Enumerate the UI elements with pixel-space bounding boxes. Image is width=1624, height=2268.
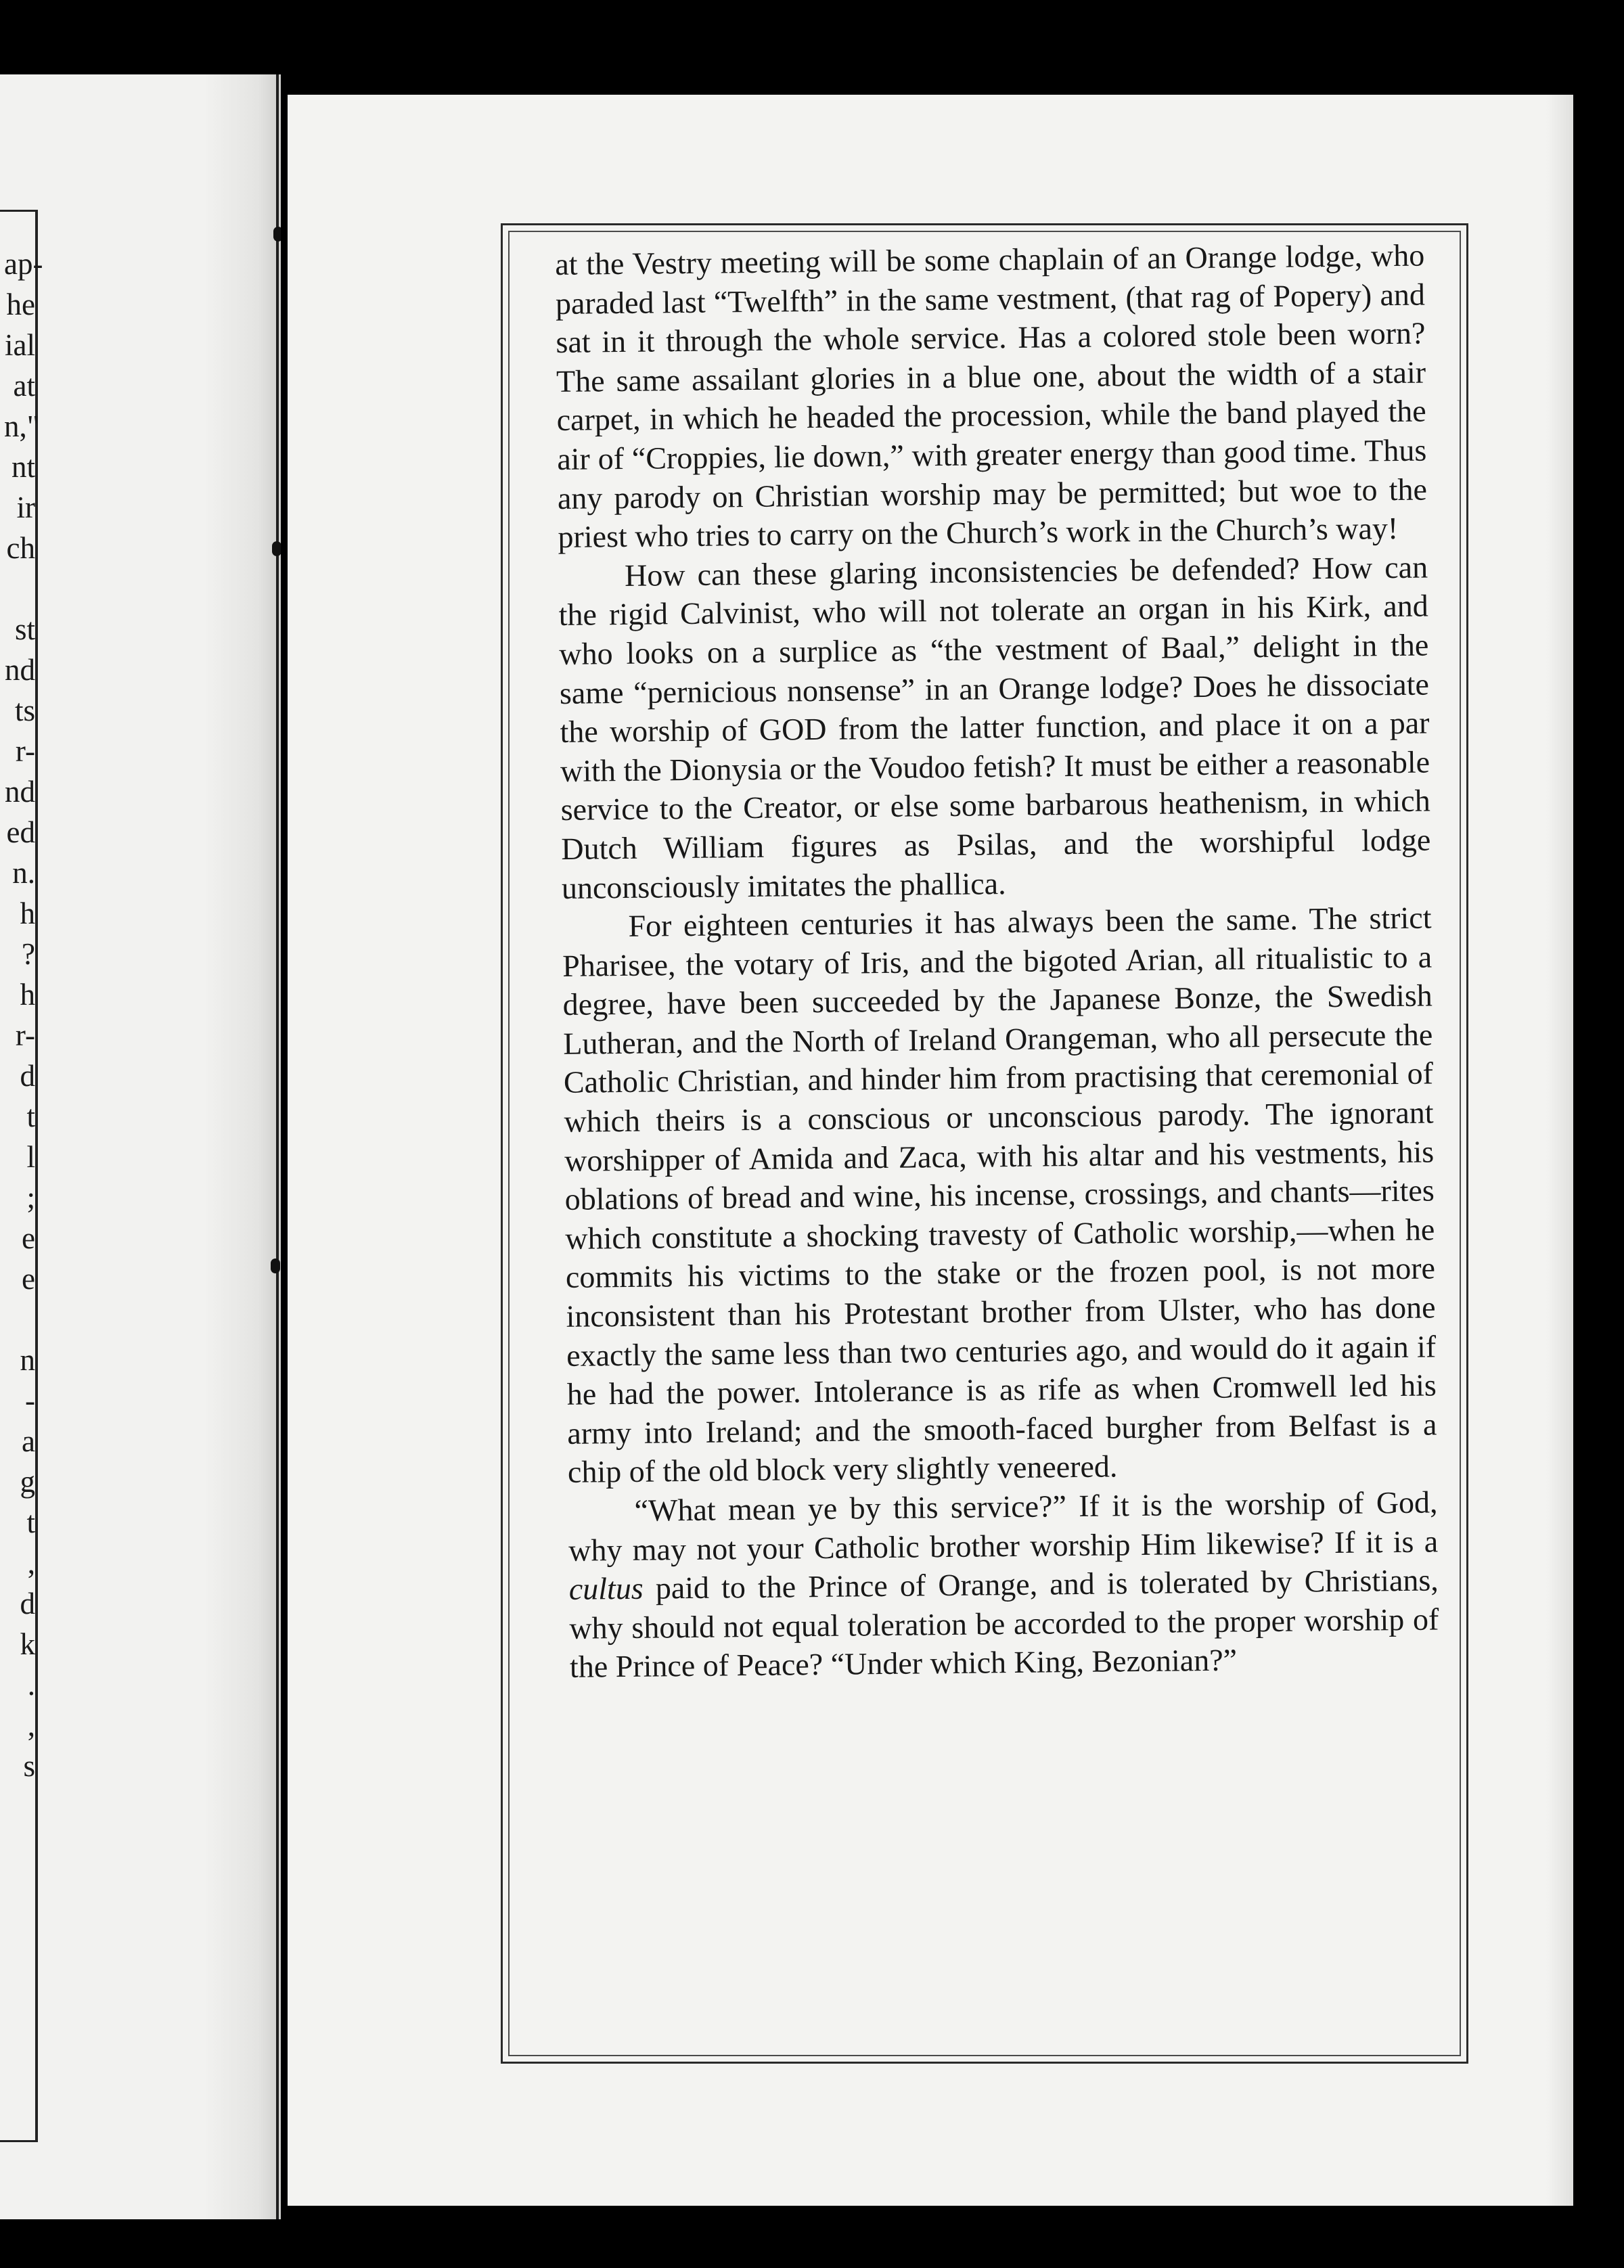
gutter-shadow <box>203 74 281 2219</box>
left-page-text-fragments <box>4 244 43 1786</box>
left-page-fragment-line: n," <box>4 409 40 443</box>
left-page-fragment-line: h <box>20 897 35 930</box>
left-page-fragment <box>0 74 281 2219</box>
left-page-fragment-line: . <box>27 1668 35 1702</box>
left-page-fragment-line: st <box>14 612 35 646</box>
left-page-fragment-line <box>4 568 35 609</box>
paragraph-eighteen-centuries: For eighteen centuries it has always been the same. The strict Pharisee, the votary of Iris, and the bigoted Arian, all ritualistic to a degree, have been succeeded by the Japanese Bonze, the Swedish Lutheran, and the North of Ireland Orangeman, who all persecute the Catholic Christian, and hinder him from practising that ceremonial of which theirs is a conscious or unconscious parody. The ignorant worshipper of Amida and Zaca, with his altar and his vestments, his oblations of bread and wine, his incense, crossings, and chants—rites which constitute a shocking travesty of Catholic worship,—when he commits his victims to the stake or the frozen pool, is not more inconsistent than his Protestant brother from Ulster, who has done exactly the same less than two centuries ago, and would do it again if he had the power. Intolerance is as rife as when Cromwell led his army into Ireland; and the smooth-faced burgher from Belfast is a chip of the old block very slightly veneered. <box>562 900 1437 1490</box>
final-paragraph-italic-word: cultus <box>568 1570 644 1607</box>
left-page-fragment-line: t <box>26 1505 35 1539</box>
left-page-fragment-line: ed <box>6 815 35 849</box>
left-page-fragment-line: e <box>22 1262 35 1296</box>
paragraph-vestry: at the Vestry meeting will be some chaplain of an Orange lodge, who paraded last “Twelfth” in the same vestment, (that rag of Popery) and sat in it through the whole service. Has a colored stole been worn? The same assailant glories in a blue one, about the width of a stair carpet, in which he headed the procession, while the band played the air of “Croppies, lie down,” with greater energy than good time. Thus any parody on Christian worship may be permitted; but woe to the priest who tries to carry on the Church’s work in the Church’s way! <box>555 237 1428 555</box>
left-page-fragment-line: g <box>20 1465 35 1499</box>
left-page-fragment-line: l <box>26 1140 35 1174</box>
left-page-fragment-line: , <box>27 1708 35 1742</box>
left-page-fragment-line: r- <box>15 1018 35 1052</box>
left-page-fragment-line: ap- <box>4 247 43 281</box>
left-page-fragment-line: s <box>23 1749 35 1783</box>
left-page-fragment-line: nt <box>11 450 35 484</box>
left-page-fragment-line: nd <box>5 775 35 809</box>
body-text <box>555 236 1439 1687</box>
left-page-fragment-line: - <box>25 1384 35 1418</box>
left-page-fragment-line: a <box>22 1424 35 1458</box>
left-page-fragment-line: he <box>6 288 35 321</box>
paragraph-inconsistencies: How can these glaring inconsistencies be defended? How can the rigid Calvinist, who will not tolerate an organ in his Kirk, and who looks on a surplice as “the vestment of Baal,” delight in the same “pernicious nonsense” in an Orange lodge? Does he dissociate the worship of GOD from the latter function, and place it on a par with the Dionysia or the Voudoo fetish? It must be either a reasonable service to the Creator, or else some barbarous heathenism, in which Dutch William figures as Psilas, and the worshipful lodge unconsciously imitates the phallica. <box>558 549 1431 905</box>
spine-stitch-mark <box>273 227 281 242</box>
left-page-fragment-line: ir <box>16 491 35 524</box>
left-page-fragment-line: ts <box>14 694 35 727</box>
spine-stitch-mark <box>271 1258 280 1273</box>
left-page-fragment-line: ial <box>5 328 35 362</box>
left-page-fragment-line: at <box>13 369 35 403</box>
left-page-fragment-line: ? <box>22 937 35 971</box>
left-page-fragment-line: n. <box>12 856 35 890</box>
left-page-fragment-line <box>4 1299 35 1340</box>
left-page-fragment-line: n <box>20 1343 35 1377</box>
left-page-fragment-line: r- <box>15 734 35 768</box>
spine-line <box>276 74 279 2219</box>
left-page-fragment-line: e <box>22 1221 35 1255</box>
left-page-fragment-line: t <box>26 1099 35 1133</box>
left-page-fragment-line: ; <box>26 1181 35 1215</box>
left-page-fragment-line: d <box>20 1059 35 1093</box>
left-page-fragment-line: nd <box>5 653 35 687</box>
left-page-fragment-line: k <box>20 1627 35 1661</box>
left-page-fragment-line: d <box>20 1587 35 1620</box>
left-page-fragment-line: ch <box>6 531 35 565</box>
left-page-fragment-line: h <box>20 978 35 1012</box>
paragraph-what-mean-ye <box>568 1482 1439 1686</box>
final-paragraph-part1: “What mean ye by this service?” If it is the worship of God, why may not your Catholic brother worship Him likewise? If it is a <box>568 1484 1439 1568</box>
left-page-fragment-line: , <box>27 1546 35 1580</box>
final-paragraph-part2: paid to the Prince of Orange, and is tolerated by Christians, why should not equal toleration be accorded to the proper worship of the Prince of Peace? “Under which King, Bezonian?” <box>569 1562 1439 1685</box>
main-page <box>288 95 1573 2206</box>
spine-stitch-mark <box>272 541 281 556</box>
page-edge-shadow <box>1546 95 1573 2206</box>
